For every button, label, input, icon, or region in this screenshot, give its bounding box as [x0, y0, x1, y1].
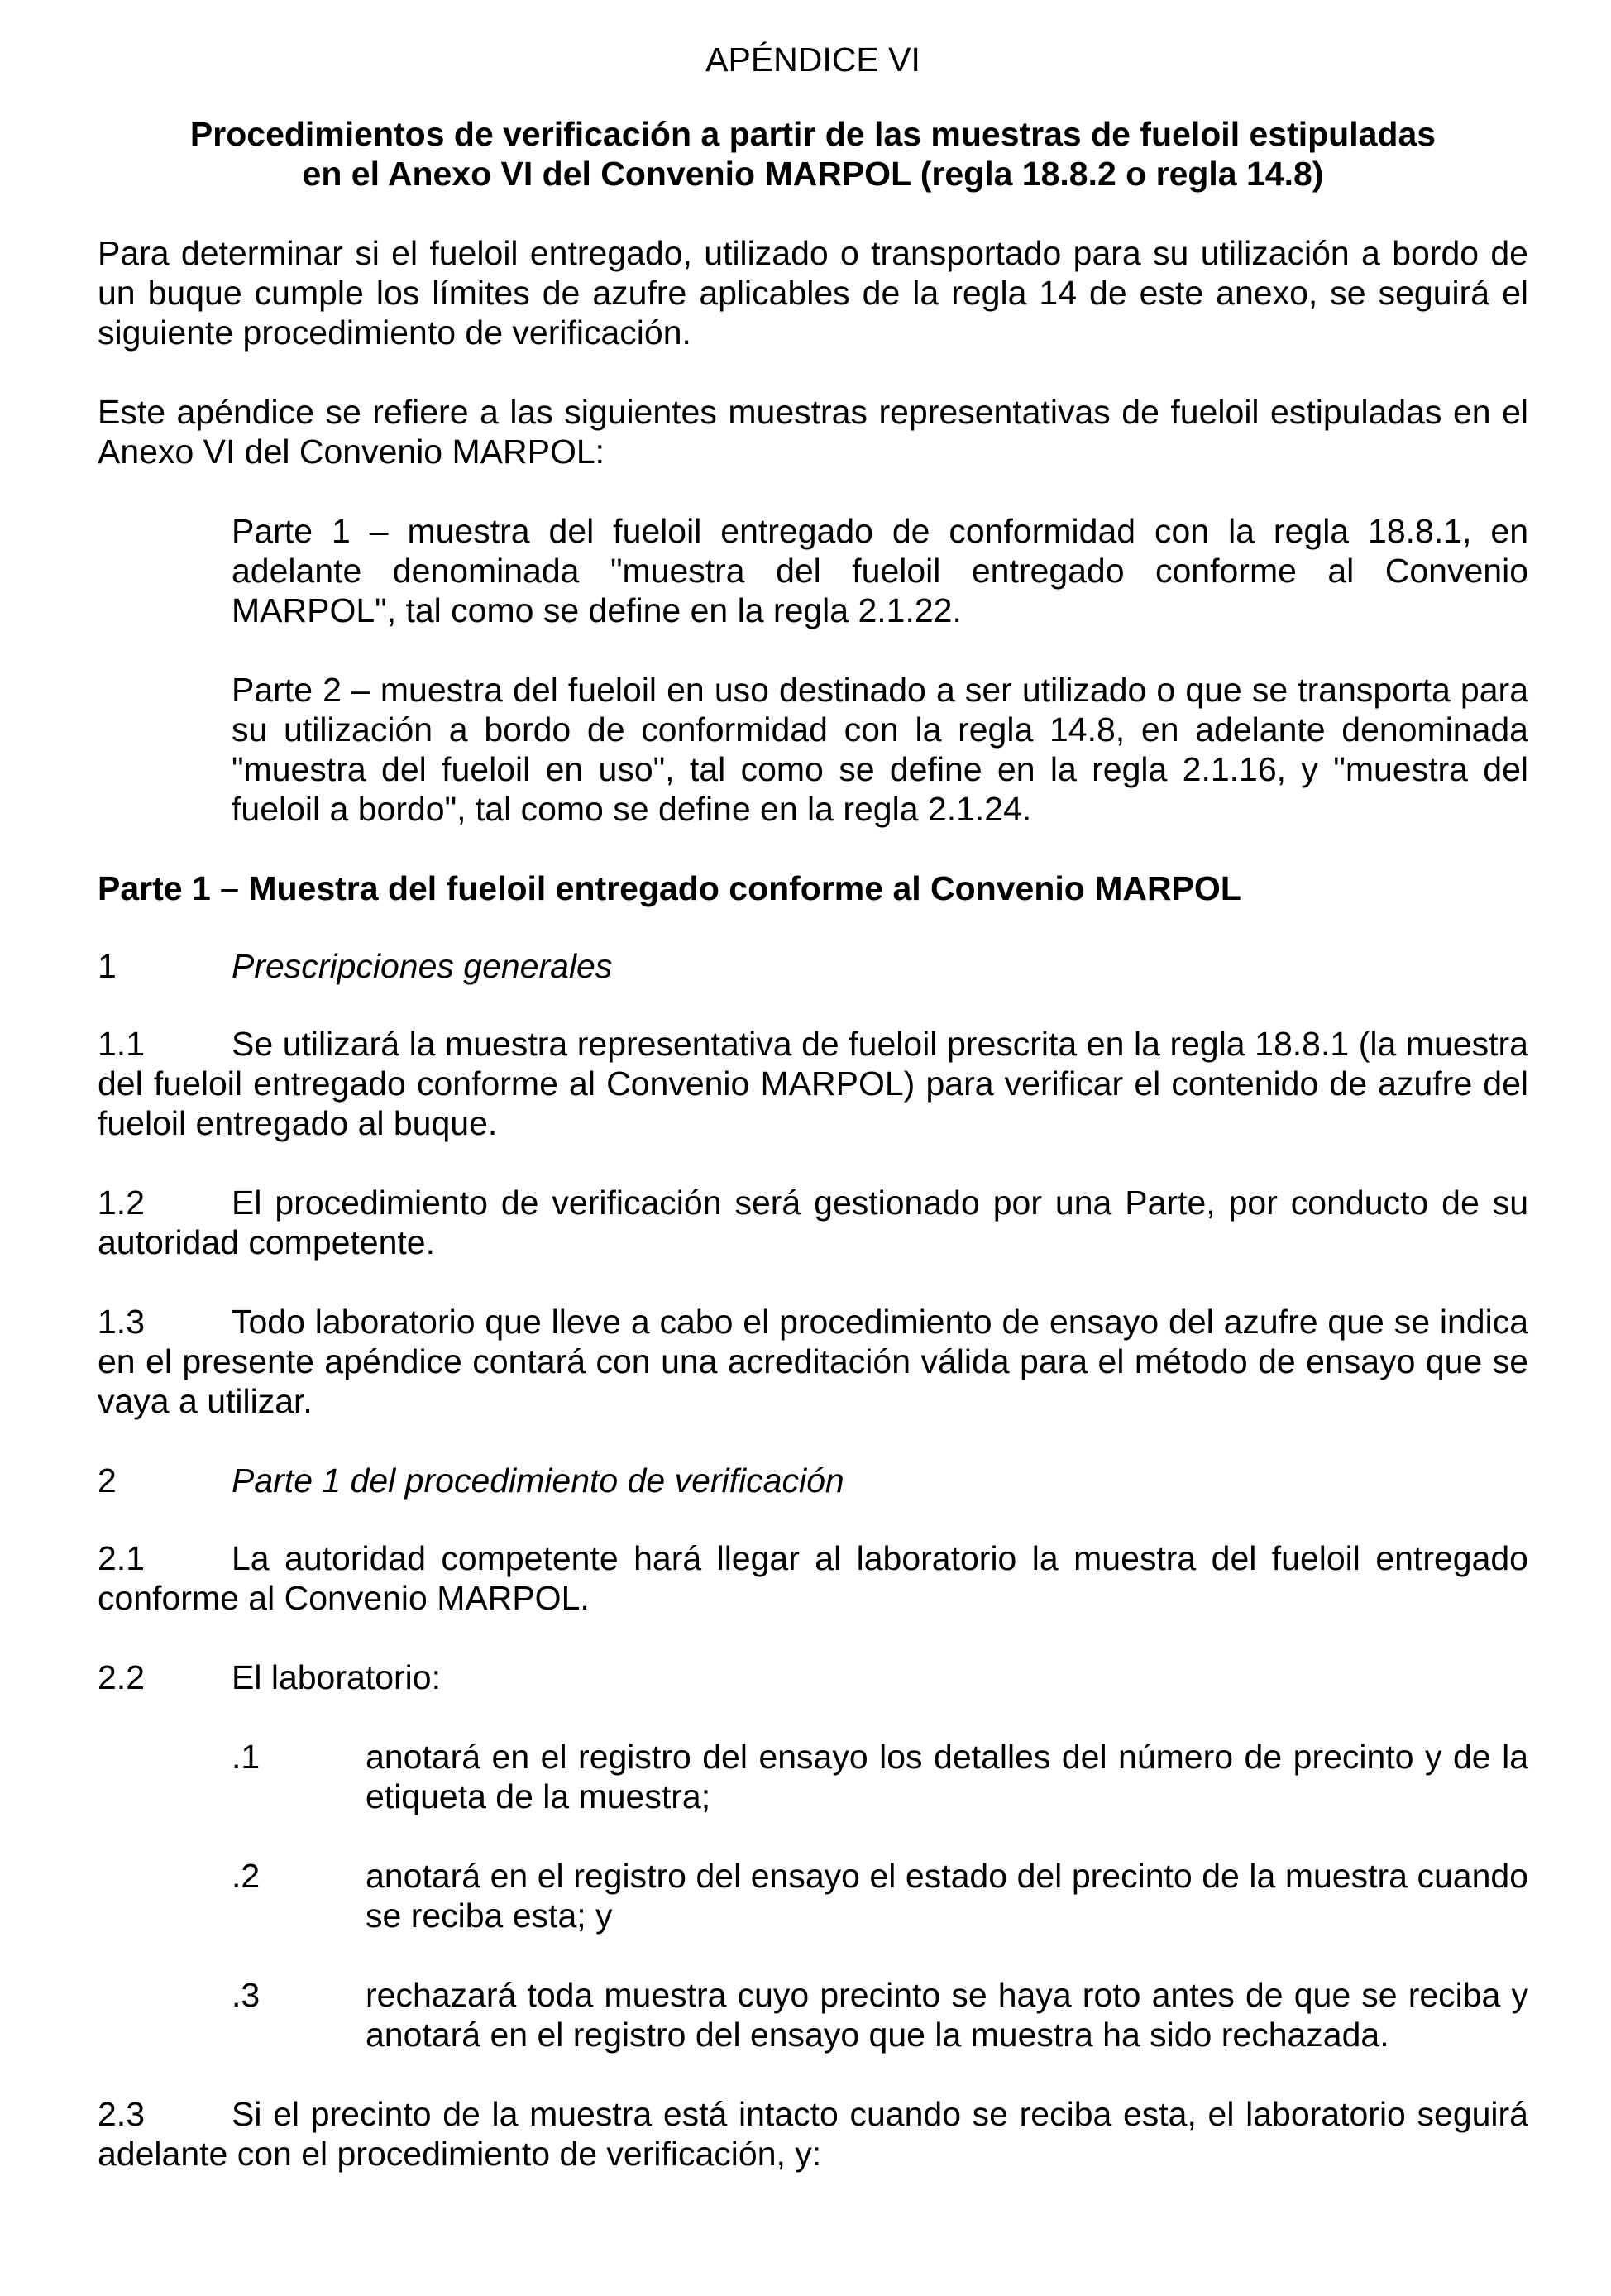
paragraph-1-3-number: 1.3: [98, 1303, 145, 1341]
paragraph-2-2-text: El laboratorio:: [232, 1658, 441, 1696]
paragraph-2-1: [98, 1538, 1528, 1618]
paragraph-1-3-text: Todo laboratorio que lleve a cabo el procedimiento de ensayo del azufre que se indica en el presente apéndice contará con una acreditación válida para el método de ensayo que se vaya a utilizar.: [98, 1303, 1528, 1420]
section-2-number: 2: [98, 1461, 117, 1500]
paragraph-1-1: [98, 1024, 1528, 1143]
paragraph-2-1-number: 2.1: [98, 1539, 145, 1577]
list-item-text: rechazará toda muestra cuyo precinto se haya roto antes de que se reciba y anotará en el registro del ensayo que la muestra ha sido rechazada.: [366, 1976, 1528, 2054]
document-title-line-1: Procedimientos de verificación a partir de las muestras de fueloil estipuladas: [189, 115, 1437, 153]
paragraph-1-1-text: Se utilizará la muestra representativa de fueloil prescrita en la regla 18.8.1 (la muestra del fueloil entregado conforme al Convenio MARPOL) para verificar el contenido de azufre del fueloil entregado al buque.: [98, 1025, 1528, 1142]
intro-paragraph-2: Este apéndice se refiere a las siguientes muestras representativas de fueloil estipuladas en el Anexo VI del Convenio MARPOL:: [98, 393, 1528, 471]
paragraph-2-3-text: Si el precinto de la muestra está intacto cuando se reciba esta, el laboratorio seguirá adelante con el procedimiento de verificación, y:: [98, 2095, 1528, 2173]
paragraph-2-3-number: 2.3: [98, 2095, 145, 2133]
list-item-number: .3: [232, 1976, 261, 2014]
paragraph-2-3: [98, 2094, 1528, 2174]
document-title: [98, 114, 1528, 194]
paragraph-2-1-text: La autoridad competente hará llegar al laboratorio la muestra del fueloil entregado conforme al Convenio MARPOL.: [98, 1539, 1528, 1617]
list-item-number: .2: [232, 1857, 261, 1895]
paragraph-1-2: [98, 1183, 1528, 1262]
section-1-title: Prescripciones generales: [232, 947, 613, 985]
section-2-title: Parte 1 del procedimiento de verificación: [232, 1461, 844, 1500]
list-item: [232, 1737, 1528, 1816]
paragraph-1-2-number: 1.2: [98, 1184, 145, 1222]
section-1-heading: [98, 946, 1528, 986]
list-item-text: anotará en el registro del ensayo los detalles del número de precinto y de la etiqueta de la muestra;: [366, 1738, 1528, 1815]
document-title-line-2: en el Anexo VI del Convenio MARPOL (regla 18.8.2 o regla 14.8): [302, 155, 1324, 193]
part2-description: Parte 2 – muestra del fueloil en uso destinado a ser utilizado o que se transporta para su utilización a bordo de conformidad con la regla 14.8, en adelante denominada "muestra del fueloil en uso", tal como se define en la regla 2.1.16, y "muestra del fueloil a bordo", tal como se define en la regla 2.1.24.: [232, 671, 1528, 828]
list-item-number: .1: [232, 1738, 261, 1776]
list-item: [232, 1975, 1528, 2054]
paragraph-1-3: [98, 1302, 1528, 1421]
intro-paragraph-1: Para determinar si el fueloil entregado, utilizado o transportado para su utilización a bordo de un buque cumple los límites de azufre aplicables de la regla 14 de este anexo, se seguirá el siguiente procedimiento de verificación.: [98, 234, 1528, 352]
document-page: [98, 40, 1528, 2213]
section-1-number: 1: [98, 947, 117, 985]
part1-heading: Parte 1 – Muestra del fueloil entregado conforme al Convenio MARPOL: [98, 869, 1241, 907]
paragraph-2-2-number: 2.2: [98, 1658, 145, 1696]
part1-description: Parte 1 – muestra del fueloil entregado de conformidad con la regla 18.8.1, en adelante denominada "muestra del fueloil entregado conforme al Convenio MARPOL", tal como se define en la regla 2.1.22.: [232, 512, 1528, 629]
paragraph-1-2-text: El procedimiento de verificación será gestionado por una Parte, por conducto de su autoridad competente.: [98, 1184, 1528, 1261]
paragraph-1-1-number: 1.1: [98, 1025, 145, 1063]
list-item: [232, 1856, 1528, 1935]
paragraph-2-2: [98, 1657, 1528, 1697]
section-2-heading: [98, 1461, 1528, 1500]
appendix-title: APÉNDICE VI: [705, 41, 920, 79]
list-item-text: anotará en el registro del ensayo el estado del precinto de la muestra cuando se reciba esta; y: [366, 1857, 1528, 1935]
